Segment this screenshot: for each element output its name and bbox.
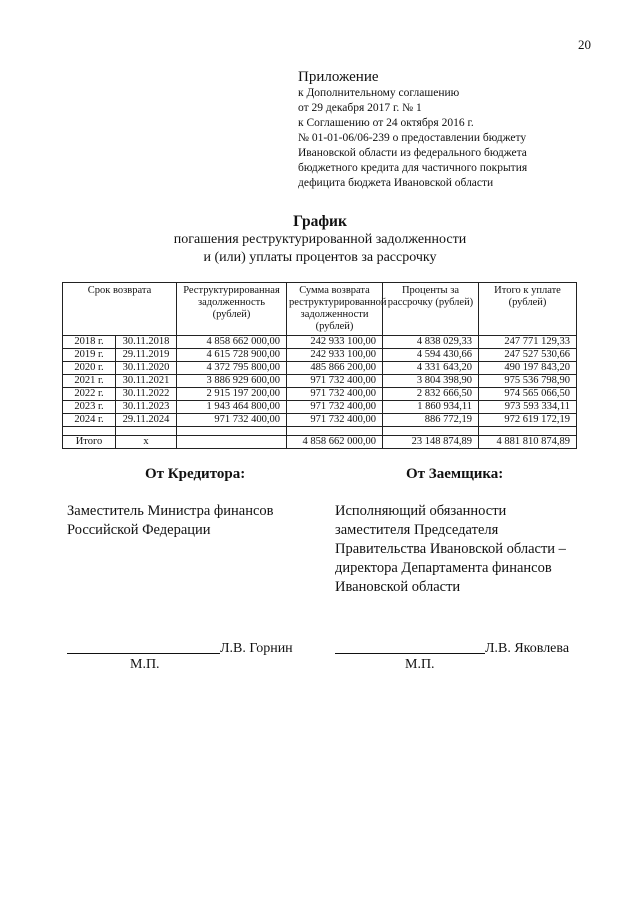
interest-cell: 3 804 398,90 xyxy=(383,375,479,388)
debt-cell: 2 915 197 200,00 xyxy=(177,388,287,401)
year-cell: 2020 г. xyxy=(63,362,116,375)
debt-cell: 971 732 400,00 xyxy=(177,414,287,427)
borrower-position xyxy=(335,502,566,597)
page-number: 20 xyxy=(578,37,591,52)
debt-cell: 3 886 929 600,00 xyxy=(177,375,287,388)
appendix-title: Приложение xyxy=(298,69,379,85)
borrower-position-line: Правительства Ивановской области – xyxy=(335,541,566,557)
total-date-cell: x xyxy=(116,436,177,449)
total-debt-cell xyxy=(177,436,287,449)
table-row xyxy=(63,336,577,349)
interest-cell: 1 860 934,11 xyxy=(383,401,479,414)
creditor-stamp-place: М.П. xyxy=(130,657,160,672)
borrower-signature-line xyxy=(335,641,569,657)
column-header: Проценты за рассрочку (рублей) xyxy=(383,283,479,336)
year-cell: 2018 г. xyxy=(63,336,116,349)
borrower-label: От Заемщика: xyxy=(406,466,504,482)
column-header: Сумма возврата реструктурированной задолженности (рублей) xyxy=(287,283,383,336)
table-row xyxy=(63,388,577,401)
repayment-cell: 242 933 100,00 xyxy=(287,336,383,349)
repayment-cell: 971 732 400,00 xyxy=(287,388,383,401)
appendix-line: к Дополнительному соглашению xyxy=(298,87,460,99)
debt-cell: 1 943 464 800,00 xyxy=(177,401,287,414)
date-cell: 30.11.2018 xyxy=(116,336,177,349)
schedule-title: График xyxy=(293,213,347,230)
schedule-heading xyxy=(0,212,640,267)
debt-cell: 4 372 795 800,00 xyxy=(177,362,287,375)
borrower-position-line: Исполняющий обязанности xyxy=(335,503,507,519)
repayment-cell: 485 866 200,00 xyxy=(287,362,383,375)
total-cell: 972 619 172,19 xyxy=(479,414,577,427)
total-cell: 973 593 334,11 xyxy=(479,401,577,414)
year-cell: 2019 г. xyxy=(63,349,116,362)
date-cell: 30.11.2023 xyxy=(116,401,177,414)
year-cell: 2022 г. xyxy=(63,388,116,401)
creditor-position-line: Заместитель Министра финансов xyxy=(67,503,274,519)
year-cell: 2023 г. xyxy=(63,401,116,414)
total-cell: 490 197 843,20 xyxy=(479,362,577,375)
table-total-row xyxy=(63,436,577,449)
interest-cell: 4 838 029,33 xyxy=(383,336,479,349)
total-interest-cell: 23 148 874,89 xyxy=(383,436,479,449)
total-cell: 247 771 129,33 xyxy=(479,336,577,349)
date-cell: 29.11.2019 xyxy=(116,349,177,362)
column-header: Срок возврата xyxy=(63,283,177,336)
borrower-signatory: Л.В. Яковлева xyxy=(485,641,570,656)
total-cell: 975 536 798,90 xyxy=(479,375,577,388)
date-cell: 29.11.2024 xyxy=(116,414,177,427)
schedule-subtitle-line: погашения реструктурированной задолженности xyxy=(173,232,467,247)
table-row xyxy=(63,401,577,414)
date-cell: 30.11.2021 xyxy=(116,375,177,388)
date-cell: 30.11.2020 xyxy=(116,362,177,375)
signature-rule xyxy=(335,652,485,654)
total-cell: 974 565 066,50 xyxy=(479,388,577,401)
appendix-line: от 29 декабря 2017 г. № 1 xyxy=(298,102,422,114)
repayment-cell: 971 732 400,00 xyxy=(287,414,383,427)
date-cell: 30.11.2022 xyxy=(116,388,177,401)
repayment-cell: 242 933 100,00 xyxy=(287,349,383,362)
debt-cell: 4 615 728 900,00 xyxy=(177,349,287,362)
appendix-line: бюджетного кредита для частичного покрытия xyxy=(298,162,528,174)
interest-cell: 2 832 666,50 xyxy=(383,388,479,401)
column-header: Итого к уплате (рублей) xyxy=(479,283,577,336)
interest-cell: 4 594 430,66 xyxy=(383,349,479,362)
borrower-position-line: директора Департамента финансов xyxy=(335,560,552,576)
table-spacer-row xyxy=(63,427,577,436)
year-cell: 2024 г. xyxy=(63,414,116,427)
repayment-cell: 971 732 400,00 xyxy=(287,375,383,388)
signature-rule xyxy=(67,652,220,654)
creditor-position xyxy=(67,502,274,540)
table-row xyxy=(63,375,577,388)
debt-cell: 4 858 662 000,00 xyxy=(177,336,287,349)
total-cell: 247 527 530,66 xyxy=(479,349,577,362)
interest-cell: 886 772,19 xyxy=(383,414,479,427)
borrower-stamp-place: М.П. xyxy=(405,657,435,672)
total-label-cell: Итого xyxy=(63,436,116,449)
table-header-row xyxy=(63,283,577,336)
appendix-line: к Соглашению от 24 октября 2016 г. xyxy=(298,117,474,129)
appendix-line: дефицита бюджета Ивановской области xyxy=(298,177,494,189)
schedule-subtitle-line: и (или) уплаты процентов за рассрочку xyxy=(203,250,437,265)
creditor-position-line: Российской Федерации xyxy=(67,522,211,538)
appendix-line: № 01-01-06/06-239 о предоставлении бюджету xyxy=(298,132,527,144)
repayment-schedule-table xyxy=(62,282,577,449)
appendix-line: Ивановской области из федерального бюджета xyxy=(298,147,527,159)
borrower-position-line: заместителя Председателя xyxy=(335,522,499,538)
grand-total-cell: 4 881 810 874,89 xyxy=(479,436,577,449)
column-header: Реструктурированная задолженность (рублей) xyxy=(177,283,287,336)
creditor-signatory: Л.В. Горнин xyxy=(220,641,293,656)
repayment-cell: 971 732 400,00 xyxy=(287,401,383,414)
table-row xyxy=(63,414,577,427)
appendix-block xyxy=(298,68,618,191)
table-row xyxy=(63,349,577,362)
interest-cell: 4 331 643,20 xyxy=(383,362,479,375)
borrower-position-line: Ивановской области xyxy=(335,579,461,595)
table-row xyxy=(63,362,577,375)
creditor-label: От Кредитора: xyxy=(145,466,246,482)
year-cell: 2021 г. xyxy=(63,375,116,388)
creditor-signature-line xyxy=(67,641,293,657)
total-repayment-cell: 4 858 662 000,00 xyxy=(287,436,383,449)
